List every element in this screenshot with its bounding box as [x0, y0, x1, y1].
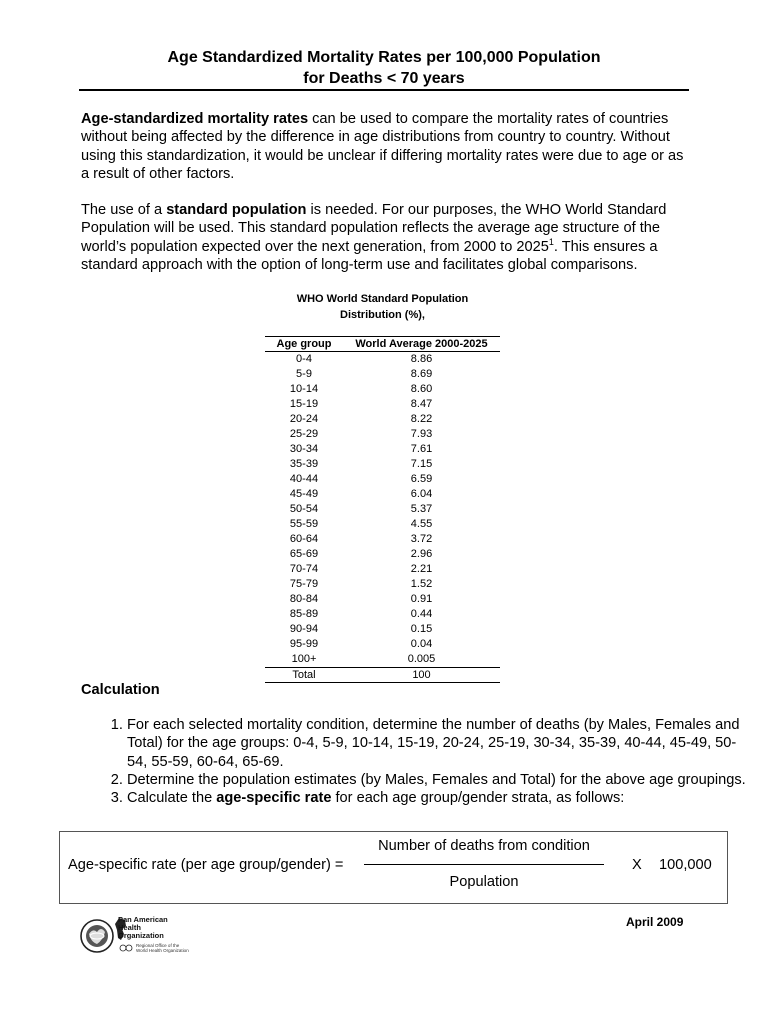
world-average-cell: 3.72 — [410, 533, 433, 545]
title-line-2: for Deaths < 70 years — [303, 70, 465, 87]
who-subtitle — [136, 943, 189, 953]
org-sub-1: Regional Office of the — [136, 943, 180, 948]
step-3 — [127, 789, 747, 807]
age-group-cell: 0-4 — [296, 353, 312, 365]
age-group-cell: 50-54 — [289, 503, 319, 515]
age-group-cell: 100+ — [291, 653, 317, 665]
age-group-cell: 90-94 — [289, 623, 319, 635]
calculation-steps — [81, 716, 747, 807]
total-value-cell: 100 — [343, 668, 500, 683]
world-average-cell: 0.44 — [410, 608, 433, 620]
world-average-cell: 6.59 — [410, 473, 433, 485]
table-row — [265, 547, 500, 562]
footnote-marker: 1 — [548, 236, 554, 247]
world-average-cell: 8.47 — [410, 398, 433, 410]
age-group-cell: 20-24 — [289, 413, 319, 425]
intro-bold-term: Age-standardized mortality rates — [81, 111, 309, 127]
table-row — [265, 637, 500, 652]
world-average-cell: 7.15 — [410, 458, 433, 470]
world-average-cell: 8.69 — [410, 368, 433, 380]
age-group-cell: 75-79 — [289, 578, 319, 590]
world-average-cell: 8.86 — [410, 353, 433, 365]
table-row — [265, 457, 500, 472]
world-average-cell: 8.60 — [410, 383, 433, 395]
world-average-cell: 6.04 — [410, 488, 433, 500]
publication-date: April 2009 — [626, 915, 684, 929]
title-line-1: Age Standardized Mortality Rates per 100,000 Population — [167, 49, 601, 66]
table-row — [265, 562, 500, 577]
age-group-cell: 30-34 — [289, 443, 319, 455]
stdpop-post: . This ensures a standard approach with the option of long-term use and facilitates global comparisons. — [81, 238, 658, 273]
table-row — [265, 427, 500, 442]
world-average-cell: 7.93 — [410, 428, 433, 440]
formula-multiplier: 100,000 — [659, 857, 712, 873]
step-2: 2. Determine the population estimates (by Males, Females and Total) for the above age groupings. — [127, 771, 747, 789]
world-average-cell: 0.005 — [407, 653, 436, 665]
org-line-3: Organization — [118, 931, 164, 940]
table-row — [265, 607, 500, 622]
age-group-cell: 55-59 — [289, 518, 319, 530]
table-row — [265, 412, 500, 427]
stdpop-mid: is needed. For our purposes, the WHO World Standard Population will be used. This standard population reflects the average age structure of the world’s population expected over the next generation, from 2000 to 2025 — [81, 202, 667, 255]
table-row — [265, 472, 500, 487]
table-header-row — [265, 337, 500, 352]
formula-denominator: Population — [449, 874, 519, 890]
intro-text: can be used to compare the mortality rates of countries without being affected by the difference in age distributions from country to country. Without using this standardization, it would be unclear if differing mortality rates were due to age or as a result of other factors. — [81, 111, 684, 182]
table-total-row — [265, 668, 500, 683]
table-body — [265, 352, 500, 683]
step-3-pre: Calculate the — [127, 790, 217, 807]
step-1: 1. For each selected mortality condition, determine the number of deaths (by Males, Females and Total) for the age groups: 0-4, 5-9, 10-14, 15-19, 20-24, 25-19, 30-34, 35-39, 40-44, 45-49, 50-54, 55-59, 60-64, 65-69. — [127, 716, 747, 771]
world-average-cell: 7.61 — [410, 443, 433, 455]
world-average-cell: 5.37 — [410, 503, 433, 515]
table-title — [265, 291, 500, 323]
world-average-cell: 0.91 — [410, 593, 433, 605]
multiply-sign: X — [632, 857, 642, 873]
formula-numerator: Number of deaths from condition — [378, 838, 590, 854]
intro-paragraph — [81, 110, 689, 183]
world-average-cell: 4.55 — [410, 518, 433, 530]
table-row — [265, 592, 500, 607]
age-group-cell: 15-19 — [289, 398, 319, 410]
table-row — [265, 367, 500, 382]
org-line-2: Health — [118, 923, 141, 932]
world-average-cell: 1.52 — [410, 578, 433, 590]
col-header-world-average: World Average 2000-2025 — [343, 337, 500, 352]
world-average-cell: 2.21 — [410, 563, 433, 575]
title-divider — [79, 89, 689, 91]
age-group-cell: 10-14 — [289, 383, 319, 395]
table-row — [265, 487, 500, 502]
table-row — [265, 382, 500, 397]
world-average-cell: 8.22 — [410, 413, 433, 425]
table-row — [265, 502, 500, 517]
age-group-cell: 45-49 — [289, 488, 319, 500]
age-group-cell: 60-64 — [289, 533, 319, 545]
org-sub-2: World Health Organization — [136, 948, 189, 953]
table-row — [265, 517, 500, 532]
fraction-bar — [364, 864, 604, 865]
world-average-cell: 2.96 — [410, 548, 433, 560]
table-row — [265, 442, 500, 457]
stdpop-pre: The use of a — [81, 202, 167, 218]
table-row — [265, 577, 500, 592]
org-line-1: Pan American — [118, 915, 168, 924]
age-group-cell: 35-39 — [289, 458, 319, 470]
step-3-bold-term: age-specific rate — [216, 790, 332, 807]
formula-left-side: Age-specific rate (per age group/gender) = — [68, 857, 344, 873]
age-group-cell: 80-84 — [289, 593, 319, 605]
table-row — [265, 652, 500, 668]
table-title-line-2: Distribution (%), — [340, 309, 425, 321]
total-label-cell: Total — [265, 668, 343, 683]
age-group-cell: 65-69 — [289, 548, 319, 560]
table-title-line-1: WHO World Standard Population — [296, 293, 469, 305]
age-group-cell: 25-29 — [289, 428, 319, 440]
age-group-cell: 85-89 — [289, 608, 319, 620]
table-row — [265, 397, 500, 412]
table-row — [265, 352, 500, 368]
stdpop-bold-term: standard population — [166, 202, 307, 218]
paho-name — [118, 916, 168, 940]
calculation-heading: Calculation — [81, 682, 160, 698]
table-row — [265, 622, 500, 637]
world-average-cell: 0.15 — [410, 623, 433, 635]
age-group-cell: 5-9 — [296, 368, 312, 380]
table-row — [265, 532, 500, 547]
who-standard-population-table — [265, 336, 500, 683]
page-title — [80, 47, 688, 89]
step-3-post: for each age group/gender strata, as follows: — [331, 790, 625, 807]
age-group-cell: 40-44 — [289, 473, 319, 485]
world-average-cell: 0.04 — [410, 638, 433, 650]
col-header-age-group: Age group — [265, 337, 343, 352]
standard-population-paragraph — [81, 201, 689, 274]
age-group-cell: 95-99 — [289, 638, 319, 650]
age-group-cell: 70-74 — [289, 563, 319, 575]
